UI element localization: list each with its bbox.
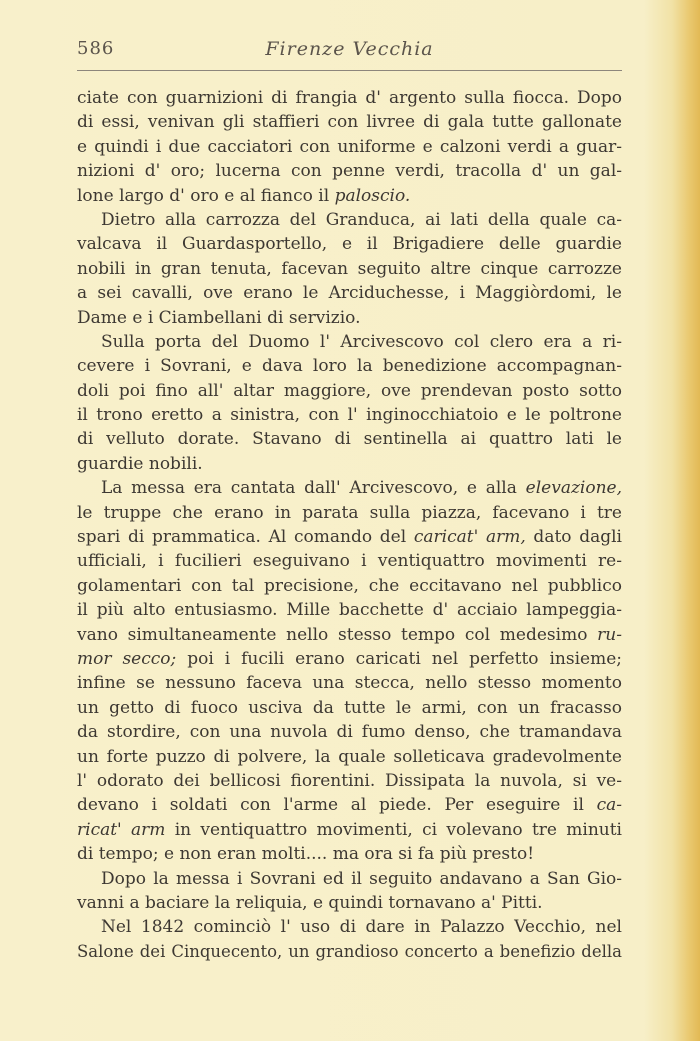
line-text: nizioni d' oro; lucerna con penne verdi, tracolla d' un gal- xyxy=(77,161,622,182)
line-text: golamentari con tal precisione, che eccitavano nel pubblico xyxy=(77,575,622,596)
line-text: un forte puzzo di polvere, la quale solleticava gradevolmente xyxy=(77,746,622,767)
line-text: da stordire, con una nuvola di fumo denso, che tramandava xyxy=(77,722,622,743)
line-text: valcava il Guardasportello, e il Brigadiere delle guardie xyxy=(77,234,622,255)
page-number: 586 xyxy=(77,38,115,59)
line-text: in ventiquattro movimenti, ci volevano tre minuti xyxy=(165,819,622,840)
text-line xyxy=(77,403,622,427)
line-text: infine se nessuno faceva una stecca, nello stesso momento xyxy=(77,673,622,694)
italic-term: elevazione, xyxy=(525,478,622,499)
line-text: ufficiali, i fucilieri eseguivano i ventiquattro movimenti re- xyxy=(77,551,622,572)
text-line xyxy=(77,184,622,208)
text-line xyxy=(77,745,622,769)
line-text: Sulla porta del Duomo l' Arcivescovo col clero era a ri- xyxy=(101,331,622,352)
line-text: guardie nobili. xyxy=(77,453,203,474)
italic-term: ricat' arm xyxy=(77,819,166,840)
line-text: poi i fucili erano caricati nel perfetto insieme; xyxy=(176,648,622,669)
text-line xyxy=(77,452,622,476)
text-line xyxy=(77,671,622,695)
line-text: nobili in gran tenuta, facevan seguito altre cinque carrozze xyxy=(77,258,622,279)
italic-term: mor secco; xyxy=(77,648,177,669)
line-text: Dopo la messa i Sovrani ed il seguito andavano a San Gio- xyxy=(101,868,622,889)
line-text: Salone dei Cinquecento, un grandioso concerto a benefizio della xyxy=(77,941,622,961)
line-text: e quindi i due cacciatori con uniforme e calzoni verdi a guar- xyxy=(77,136,622,157)
line-text: doli poi fino all' altar maggiore, ove prendevan posto sotto xyxy=(77,380,622,401)
text-line xyxy=(77,891,622,915)
text-line xyxy=(77,915,622,939)
line-text: di velluto dorate. Stavano di sentinella ai quattro lati le xyxy=(77,429,622,450)
line-text: le truppe che erano in parata sulla piazza, facevano i tre xyxy=(77,502,622,523)
italic-term: caricat' arm, xyxy=(413,527,526,548)
line-text: l' odorato dei bellicosi fiorentini. Dissipata la nuvola, si ve- xyxy=(77,770,622,791)
line-text: Dame e i Ciambellani di servizio. xyxy=(77,307,361,328)
body-text xyxy=(77,86,622,964)
text-line xyxy=(77,793,622,817)
text-line xyxy=(77,135,622,159)
text-line xyxy=(77,257,622,281)
line-text: un getto di fuoco usciva da tutte le armi, con un fracasso xyxy=(77,697,622,718)
running-title: Firenze Vecchia xyxy=(265,38,434,60)
text-line xyxy=(77,232,622,256)
line-text: di essi, venivan gli staffieri con livree di gala tutte gallonate xyxy=(77,112,622,133)
text-line xyxy=(77,379,622,403)
line-text: cevere i Sovrani, e dava loro la benedizione accompagnan- xyxy=(77,356,622,377)
text-line xyxy=(77,623,622,647)
line-text: ciate con guarnizioni di frangia d' argento sulla fiocca. Dopo xyxy=(77,88,622,108)
text-line xyxy=(77,306,622,330)
line-text: di tempo; e non eran molti.... ma ora si fa più presto! xyxy=(77,844,535,865)
text-line xyxy=(77,647,622,671)
text-line xyxy=(77,86,622,110)
text-line xyxy=(77,476,622,500)
header-rule xyxy=(77,70,622,71)
text-line xyxy=(77,574,622,598)
text-line xyxy=(77,549,622,573)
text-line xyxy=(77,696,622,720)
text-line xyxy=(77,720,622,744)
line-text: a sei cavalli, ove erano le Arciduchesse, i Maggiòrdomi, le xyxy=(77,283,622,304)
page-header xyxy=(77,38,622,64)
line-text: Nel 1842 cominciò l' uso di dare in Palazzo Vecchio, nel xyxy=(101,917,622,938)
line-text: spari di prammatica. Al comando del xyxy=(77,527,414,548)
text-line xyxy=(77,501,622,525)
italic-term: paloscio. xyxy=(334,185,411,206)
text-line xyxy=(77,769,622,793)
line-text: dato dagli xyxy=(525,527,622,548)
line-text: Dietro alla carrozza del Granduca, ai lati della quale ca- xyxy=(101,209,622,230)
line-text: il trono eretto a sinistra, con l' inginocchiatoio e le poltrone xyxy=(77,405,622,426)
text-line xyxy=(77,940,622,964)
text-line xyxy=(77,867,622,891)
text-line xyxy=(77,281,622,305)
italic-term: ru- xyxy=(597,624,622,645)
line-text: vano simultaneamente nello stesso tempo col medesimo xyxy=(77,624,598,645)
text-line xyxy=(77,159,622,183)
italic-term: ca- xyxy=(596,795,622,816)
text-line xyxy=(77,842,622,866)
text-line xyxy=(77,208,622,232)
line-text: devano i soldati con l'arme al piede. Per eseguire il xyxy=(77,795,597,816)
line-text: La messa era cantata dall' Arcivescovo, e alla xyxy=(101,478,526,499)
line-text: lone largo d' oro e al fianco il xyxy=(77,185,335,206)
line-text: vanni a baciare la reliquia, e quindi tornavano a' Pitti. xyxy=(77,892,543,913)
text-line xyxy=(77,427,622,451)
text-line xyxy=(77,330,622,354)
text-line xyxy=(77,110,622,134)
text-line xyxy=(77,598,622,622)
line-text: il più alto entusiasmo. Mille bacchette d' acciaio lampeggia- xyxy=(77,600,622,621)
text-line xyxy=(77,354,622,378)
text-line xyxy=(77,525,622,549)
text-line xyxy=(77,818,622,842)
